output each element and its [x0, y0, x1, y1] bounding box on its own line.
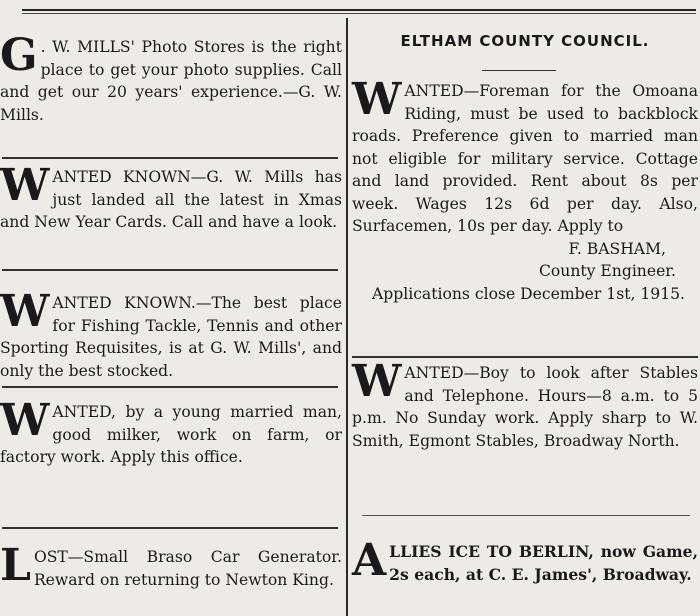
- drop-cap: L: [0, 540, 31, 591]
- drop-cap: G: [0, 30, 38, 81]
- ad-council: [352, 74, 698, 305]
- separator: [352, 356, 698, 358]
- top-rule: [22, 9, 696, 14]
- ad-text: ANTED KNOWN—G. W. Mills has just landed all the latest in Xmas and New Year Cards. Call and have a look.: [0, 168, 342, 231]
- signature-title: County Engineer.: [538, 262, 676, 280]
- ad-mills-tackle: [0, 286, 342, 382]
- ad-text: OST—Small Braso Car Generator. Reward on returning to Newton King.: [33, 548, 342, 589]
- separator: [2, 386, 338, 388]
- ad-text: ANTED—Foreman for the Omoana Riding, must be used to backblock roads. Preference given to married man not eligible for military service. Cottage and land provided. Rent about 8s per week. Wages 12s 6d per day. Also, Surfacemen, 10s per day. Apply to: [352, 82, 698, 235]
- column-rule: [346, 18, 348, 616]
- separator: [2, 157, 338, 159]
- separator: [2, 527, 338, 529]
- separator: [2, 269, 338, 271]
- ad-text: ANTED KNOWN.—The best place for Fishing Tackle, Tennis and other Sporting Requisites, is at G. W. Mills', and only the best stocked.: [0, 294, 342, 380]
- short-rule: [482, 70, 556, 71]
- drop-cap: W: [0, 160, 50, 211]
- ad-lost-generator: [0, 540, 342, 591]
- drop-cap: W: [0, 395, 50, 446]
- ad-married-man: [0, 395, 342, 469]
- council-heading: ELTHAM COUNTY COUNCIL.: [400, 32, 650, 50]
- signature-name: F. BASHAM,: [568, 239, 666, 258]
- ad-allies: [352, 535, 698, 586]
- drop-cap: W: [0, 286, 50, 337]
- drop-cap: W: [352, 356, 402, 407]
- ad-stable-boy: [352, 356, 698, 452]
- drop-cap: A: [352, 535, 387, 586]
- ad-text: . W. MILLS' Photo Stores is the right place to get your photo supplies. Call and get our 20 years' experience.—G. W. Mills.: [0, 38, 342, 124]
- closing-text: Applications close December 1st, 1915.: [372, 284, 686, 303]
- separator: [362, 515, 690, 516]
- ad-text: LLIES ICE TO BERLIN, now Game, 2s each, at C. E. James', Broadway.: [389, 542, 698, 584]
- drop-cap: W: [352, 74, 402, 125]
- ad-text: ANTED—Boy to look after Stables and Telephone. Hours—8 a.m. to 5 p.m. No Sunday work. Apply sharp to W. Smith, Egmont Stables, Broadway North.: [352, 364, 698, 450]
- ad-text: ANTED, by a young married man, good milker, work on farm, or factory work. Apply this office.: [0, 403, 342, 466]
- ad-mills-cards: [0, 160, 342, 234]
- ad-mills-photo: [0, 30, 342, 126]
